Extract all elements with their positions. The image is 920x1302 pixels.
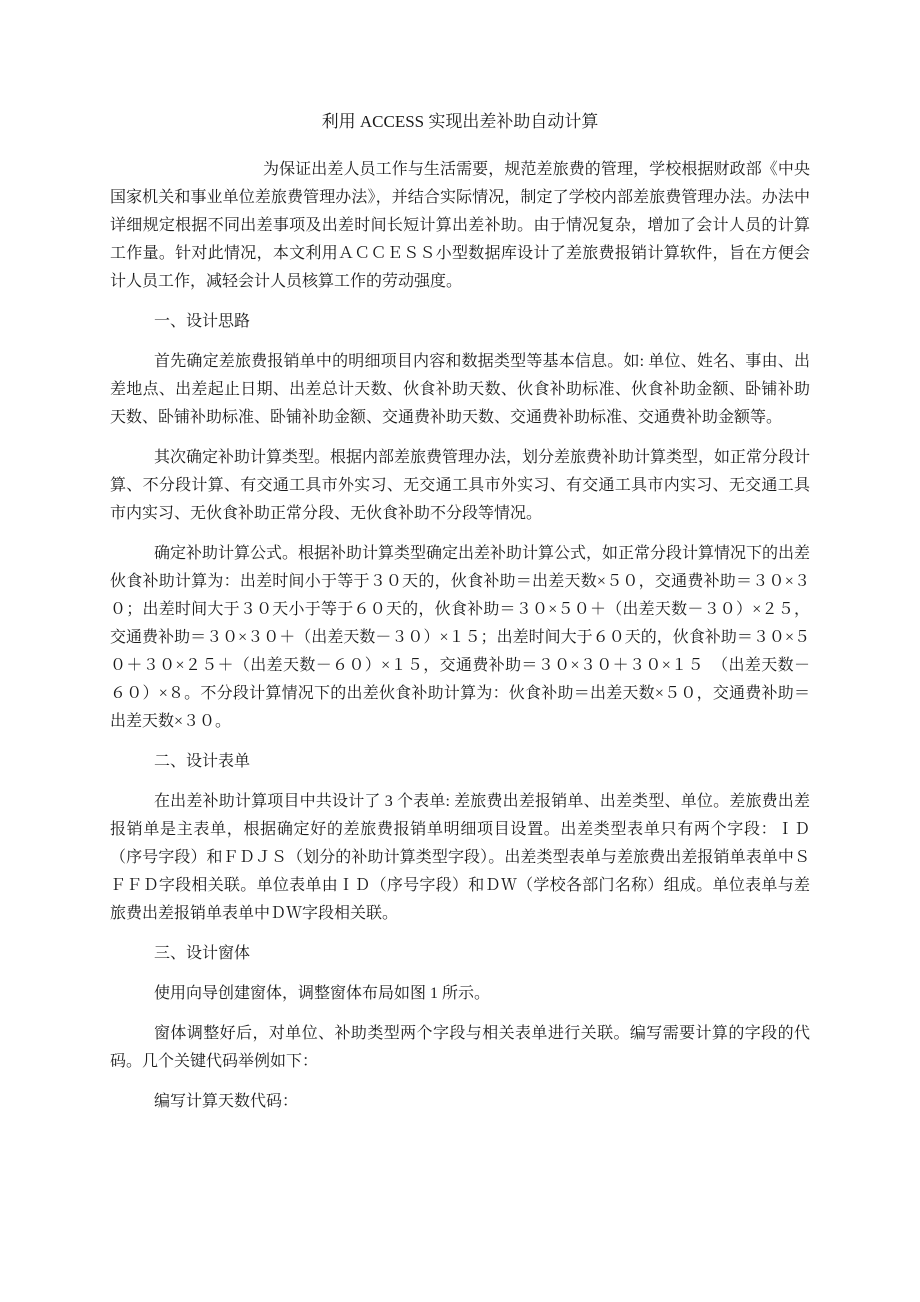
section-2-heading: 二、设计表单 — [154, 753, 251, 770]
intro-paragraph: 为保证出差人员工作与生活需要，规范差旅费的管理，学校根据财政部《中央国家机关和事业单位差旅费管理办法》，并结合实际情况，制定了学校内部差旅费管理办法。办法中详细规定根据不同出差事项及出差时间长短计算出差补助。由于情况复杂，增加了会计人员的计算工作量。针对此情况，本文利用ＡＣＣＥＳＳ小型数据库设计了差旅费报销计算软件，旨在方便会计人员工作，减轻会计人员核算工作的劳动强度。 — [110, 161, 810, 290]
section-2-paragraph-1: 在出差补助计算项目中共设计了 3 个表单: 差旅费出差报销单、出差类型、单位。差旅费出差报销单是主表单，根据确定好的差旅费报销单明细项目设置。出差类型表单只有两个字段：ＩＤ（序号字段）和ＦＤＪＳ（划分的补助计算类型字段）。出差类型表单与差旅费出差报销单表单中ＳＦＦＤ字段相关联。单位表单由ＩＤ（序号字段）和ＤＷ（学校各部门名称）组成。单位表单与差旅费出差报销单表单中ＤＷ字段相关联。 — [110, 793, 810, 922]
section-3-paragraph-2: 窗体调整好后，对单位、补助类型两个字段与相关表单进行关联。编写需要计算的字段的代码。几个关键代码举例如下： — [110, 1025, 810, 1070]
section-3-paragraph-1: 使用向导创建窗体，调整窗体布局如图 1 所示。 — [154, 985, 491, 1002]
section-3-paragraph-3: 编写计算天数代码： — [154, 1093, 299, 1110]
section-1-paragraph-1: 首先确定差旅费报销单中的明细项目内容和数据类型等基本信息。如: 单位、姓名、事由、出差地点、出差起止日期、出差总计天数、伙食补助天数、伙食补助标准、伙食补助金额、卧铺补助天数、卧铺补助标准、卧铺补助金额、交通费补助天数、交通费补助标准、交通费补助金额等。 — [110, 353, 810, 426]
section-1-heading: 一、设计思路 — [154, 313, 251, 330]
doc-title: 利用 ACCESS 实现出差补助自动计算 — [321, 112, 599, 131]
section-1-paragraph-3: 确定补助计算公式。根据补助计算类型确定出差补助计算公式，如正常分段计算情况下的出差伙食补助计算为：出差时间小于等于３０天的，伙食补助＝出差天数×５０，交通费补助＝３０×３０；出差时间大于３０天小于等于６０天的，伙食补助＝３０×５０＋（出差天数－３０）×２５，交通费补助＝３０×３０＋（出差天数－３０）×１５；出差时间大于６０天的，伙食补助＝３０×５０＋３０×２５＋（出差天数－６０）×１５，交通费补助＝３０×３０＋３０×１５ （出差天数－６０）×８。不分段计算情况下的出差伙食补助计算为：伙食补助＝出差天数×５０，交通费补助＝出差天数×３０。 — [110, 545, 811, 730]
section-1-paragraph-2: 其次确定补助计算类型。根据内部差旅费管理办法，划分差旅费补助计算类型，如正常分段计算、不分段计算、有交通工具市外实习、无交通工具市外实习、有交通工具市内实习、无交通工具市内实习、无伙食补助正常分段、无伙食补助不分段等情况。 — [110, 449, 811, 522]
section-3-heading: 三、设计窗体 — [154, 945, 251, 962]
